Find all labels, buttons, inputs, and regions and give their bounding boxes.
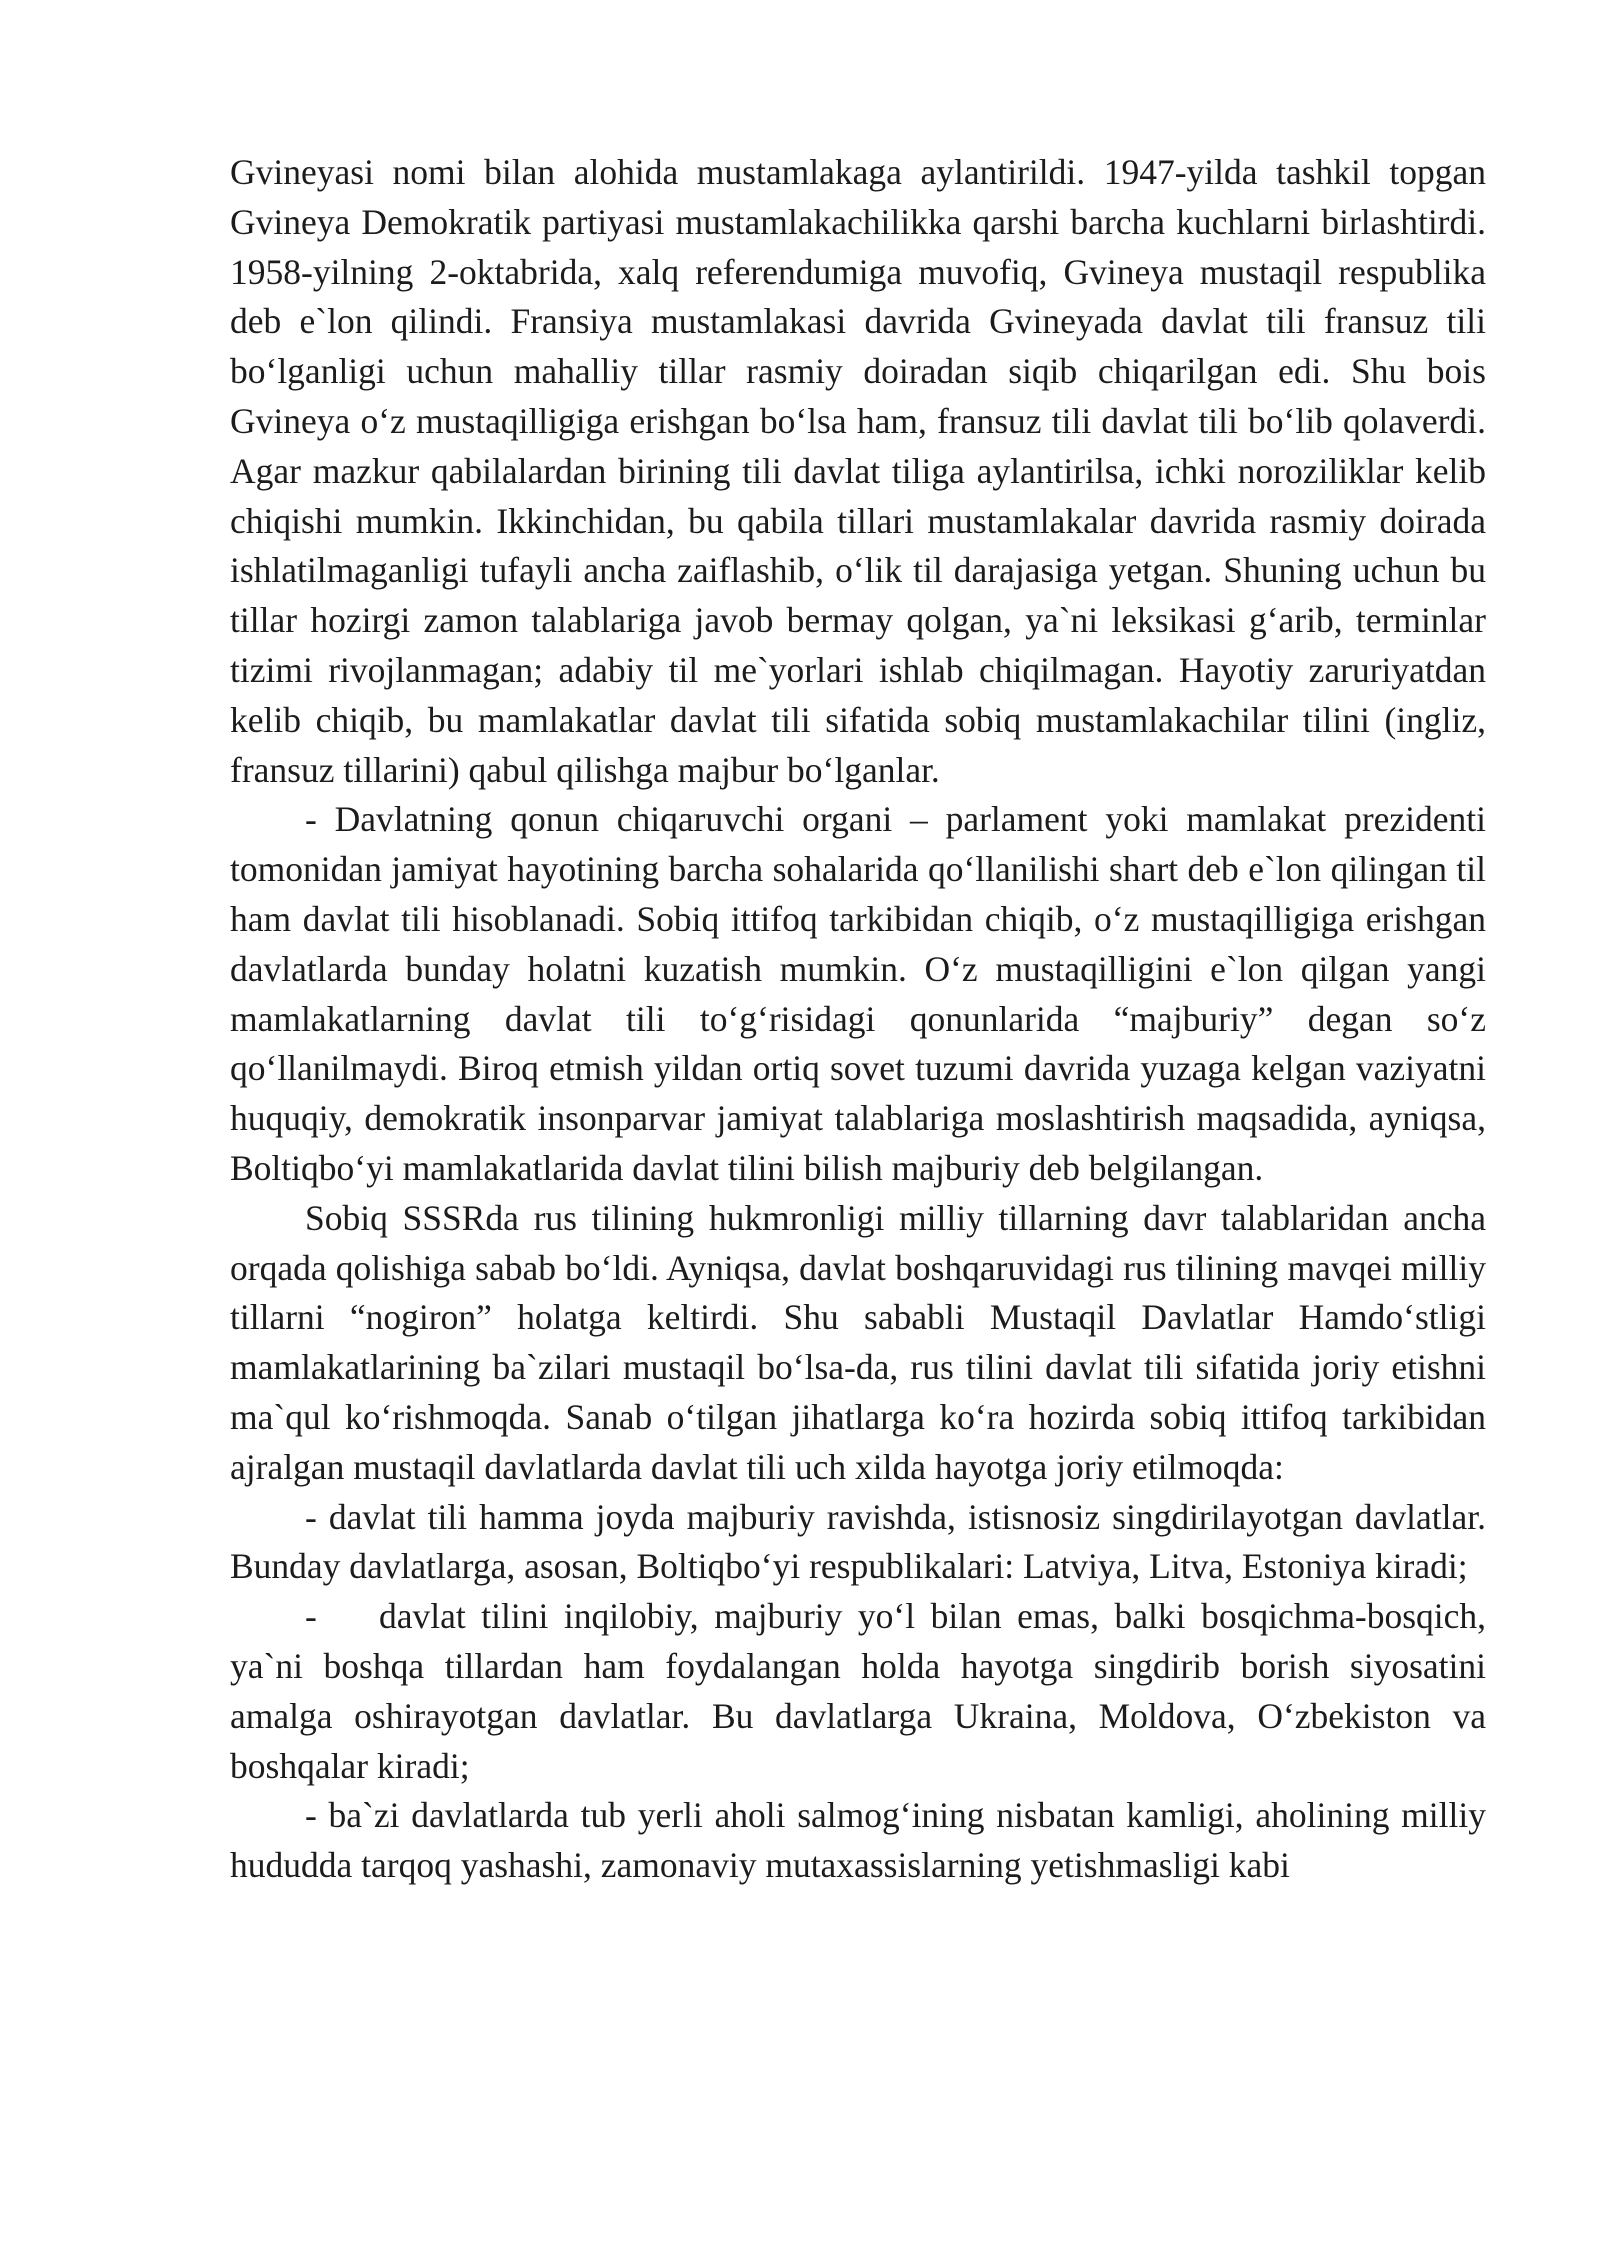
paragraph-parliament-language: - Davlatning qonun chiqaruvchi organi – parlament yoki mamlakat prezidenti tomonidan jamiyat hayotining barcha sohalarida qo‘llanilishi shart deb e`lon qilingan til ham davlat tili hisoblanadi. Sobiq ittifoq tarkibidan chiqib, o‘z mustaqilligiga erishgan davlatlarda bunday holatni kuzatish mumkin. O‘z mustaqilligini e`lon qilgan yangi mamlakatlarning davlat tili to‘g‘risidagi qonunlarida “majburiy” degan so‘z qo‘llanilmaydi. Biroq etmish yildan ortiq sovet tuzumi davrida yuzaga kelgan vaziyatni huquqiy, demokratik insonparvar jamiyat talablariga moslashtirish maqsadida, ayniqsa, Boltiqbo‘yi mamlakatlarida davlat tilini bilish majburiy deb belgilangan. xyxy=(230,799,1486,1188)
document-page xyxy=(230,148,1495,1891)
list-item-gradual: - davlat tilini inqilobiy, majburiy yo‘l bilan emas, balki bosqichma-bosqich, ya`ni boshqa tillardan ham foydalangan holda hayotga singdirib borish siyosatini amalga oshirayotgan davlatlar. Bu davlatlarga Ukraina, Moldova, O‘zbekiston va boshqalar kiradi; xyxy=(230,1596,1495,1786)
paragraph-guinea: Gvineyasi nomi bilan alohida mustamlakaga aylantirildi. 1947-yilda tashkil topgan Gvineya Demokratik partiyasi mustamlakachilikka qarshi barcha kuchlarni birlashtirdi. 1958-yilning 2-oktabrida, xalq referendumiga muvofiq, Gvineya mustaqil respublika deb e`lon qilindi. Fransiya mustamlakasi davrida Gvineyada davlat tili fransuz tili bo‘lganligi uchun mahalliy tillar rasmiy doiradan siqib chiqarilgan edi. Shu bois Gvineya o‘z mustaqilligiga erishgan bo‘lsa ham, fransuz tili davlat tili bo‘lib qolaverdi. Agar mazkur qabilalardan birining tili davlat tiliga aylantirilsa, ichki noroziliklar kelib chiqishi mumkin. Ikkinchidan, bu qabila tillari mustamlakalar davrida rasmiy doirada ishlatilmaganligi tufayli ancha zaiflashib, o‘lik til darajasiga yetgan. Shuning uchun bu tillar hozirgi zamon talablariga javob bermay qolgan, ya`ni leksikasi g‘arib, terminlar tizimi rivojlanmagan; adabiy til me`yorlari ishlab chiqilmagan. Hayotiy zaruriyatdan kelib chiqib, bu mamlakatlar davlat tili sifatida sobiq mustamlakachilar tilini (ingliz, fransuz tillarini) qabul qilishga majbur bo‘lganlar. xyxy=(230,152,1486,790)
list-item-baltic: - davlat tili hamma joyda majburiy ravishda, istisnosiz singdirilayotgan davlatlar. Bunday davlatlarga, asosan, Boltiqbo‘yi respublikalari: Latviya, Litva, Estoniya kiradi; xyxy=(230,1496,1486,1587)
paragraph-ussr-russian: Sobiq SSSRda rus tilining hukmronligi milliy tillarning davr talablaridan ancha orqada qolishiga sabab bo‘ldi. Ayniqsa, davlat boshqaruvidagi rus tilining mavqei milliy tillarni “nogiron” holatga keltirdi. Shu sababli Mustaqil Davlatlar Hamdo‘stligi mamlakatlarining ba`zilari mustaqil bo‘lsa-da, rus tilini davlat tili sifatida joriy etishni ma`qul ko‘rishmoqda. Sanab o‘tilgan jihatlarga ko‘ra hozirda sobiq ittifoq tarkibidan ajralgan mustaqil davlatlarda davlat tili uch xilda hayotga joriy etilmoqda: xyxy=(230,1197,1486,1487)
list-item-minority: - ba`zi davlatlarda tub yerli aholi salmog‘ining nisbatan kamligi, aholining milliy hududda tarqoq yashashi, zamonaviy mutaxassislarning yetishmasligi kabi xyxy=(230,1795,1486,1886)
